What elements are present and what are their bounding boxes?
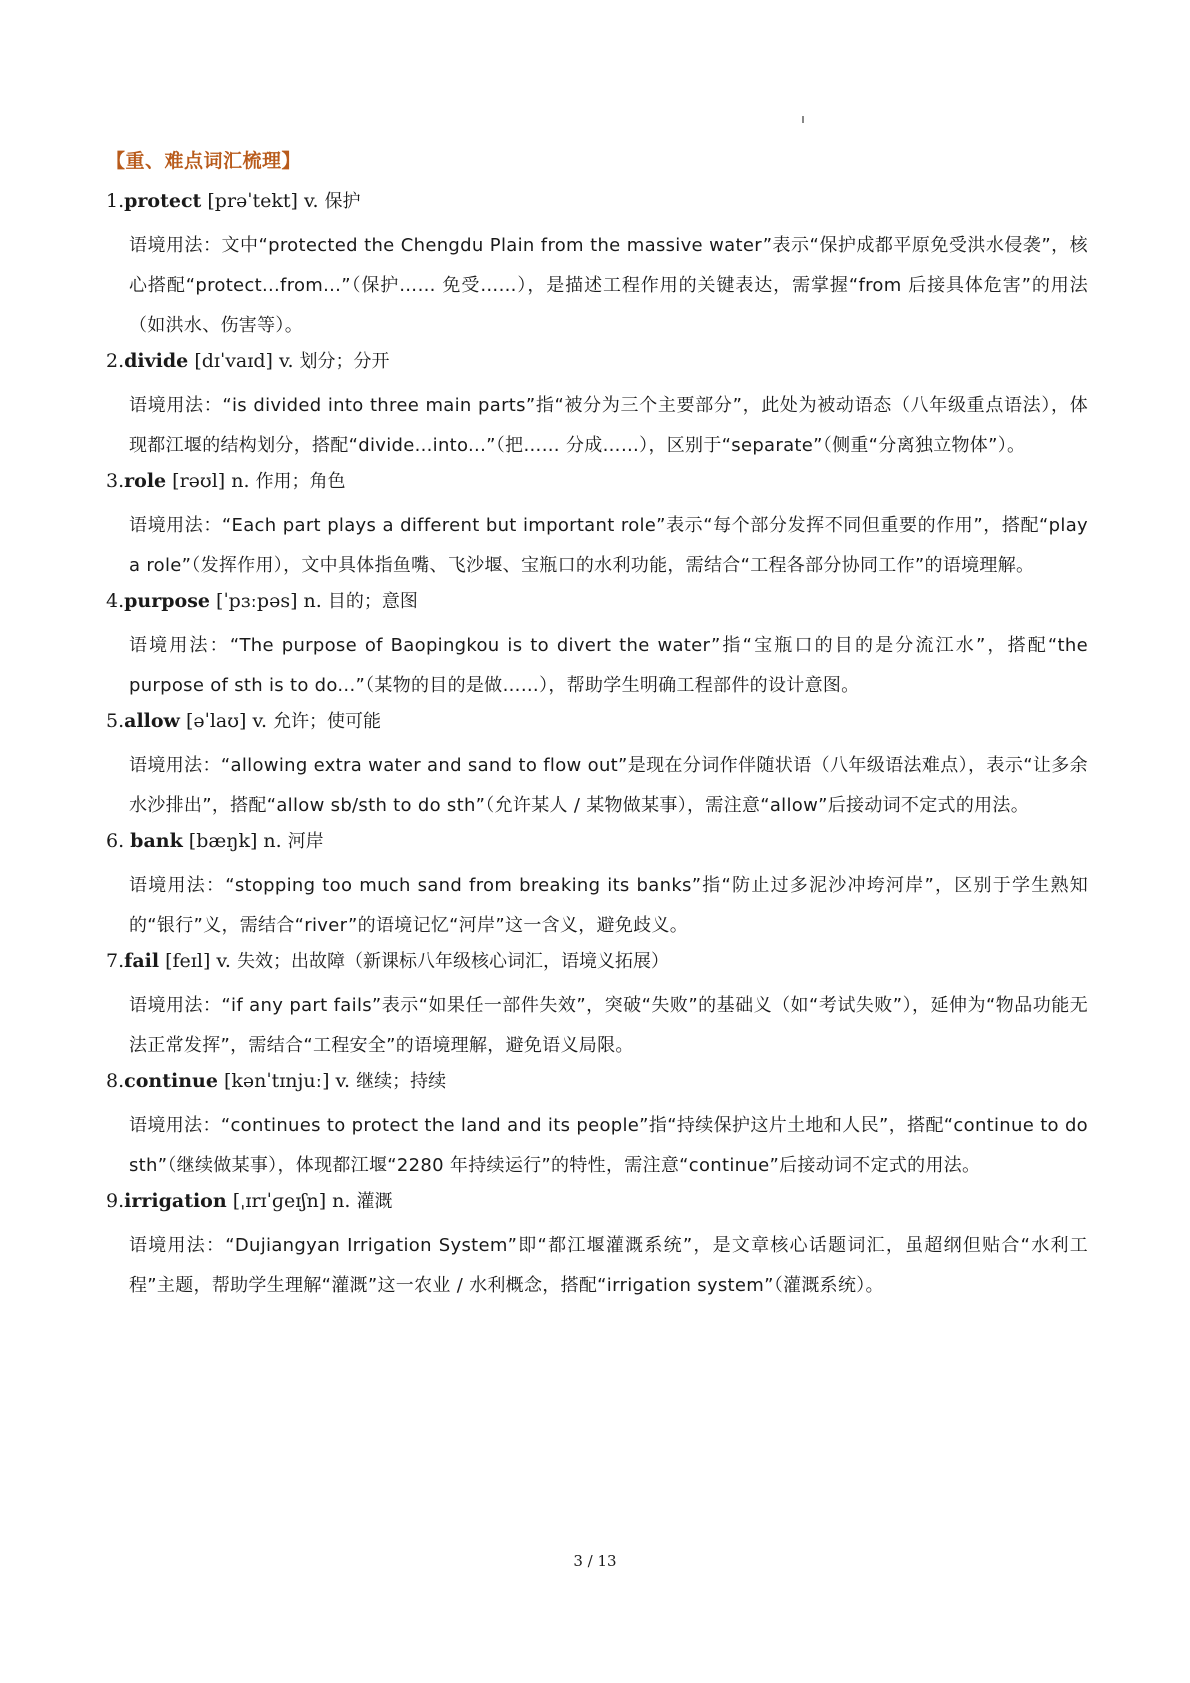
entry-phonetic: [ˌɪrɪˈɡeɪʃn]	[226, 1190, 327, 1212]
entry-number: 1.	[106, 190, 125, 212]
entry-phonetic: [dɪˈvaɪd]	[188, 350, 273, 372]
vocab-entry-head	[106, 706, 1088, 736]
entry-usage	[129, 746, 1088, 826]
entry-usage	[129, 866, 1088, 946]
entry-part-of-speech: n.	[257, 830, 288, 852]
vocab-entry	[106, 826, 1088, 946]
vocab-entry-head	[106, 346, 1088, 376]
entry-usage-text: 语境用法：“allowing extra water and sand to flow out”是现在分词作伴随状语（八年级语法难点），表示“让多余水沙排出”，搭配“allow sb/sth to do sth”（允许某人 / 某物做某事），需注意“allow”后接动词不定式的用法。	[129, 755, 1088, 816]
entry-usage-text: 语境用法：文中“protected the Chengdu Plain from the massive water”表示“保护成都平原免受洪水侵袭”，核心搭配“protect...from...”（保护…… 免受……），是描述工程作用的关键表达，需掌握“from 后接具体危害”的用法（如洪水、伤害等）。	[129, 235, 1088, 336]
entry-part-of-speech: n.	[297, 590, 328, 612]
entry-usage-text: 语境用法：“continues to protect the land and its people”指“持续保护这片土地和人民”，搭配“continue to do sth”（继续做某事），体现都江堰“2280 年持续运行”的特性，需注意“continue”后接动词不定式的用法。	[129, 1115, 1088, 1176]
vocab-entry	[106, 1066, 1088, 1186]
entry-usage	[129, 226, 1088, 346]
entry-usage-text: 语境用法：“if any part fails”表示“如果任一部件失效”，突破“失败”的基础义（如“考试失败”），延伸为“物品功能无法正常发挥”，需结合“工程安全”的语境理解，避免语义局限。	[129, 995, 1088, 1056]
entry-usage-text: 语境用法：“Each part plays a different but important role”表示“每个部分发挥不同但重要的作用”，搭配“play a role”（发挥作用），文中具体指鱼嘴、飞沙堰、宝瓶口的水利功能，需结合“工程各部分协同工作”的语境理解。	[129, 515, 1088, 576]
entry-usage	[129, 506, 1088, 586]
page-number: 3 / 13	[573, 1552, 617, 1570]
entry-meaning: 失效；出故障（新课标八年级核心词汇，语境义拓展）	[236, 951, 669, 972]
entry-part-of-speech: v.	[246, 710, 274, 732]
entry-meaning: 允许；使可能	[273, 711, 382, 732]
entry-meaning: 继续；持续	[356, 1071, 447, 1092]
entry-phonetic: [kənˈtɪnjuː]	[217, 1070, 330, 1092]
entry-meaning: 划分；分开	[299, 351, 390, 372]
vocab-entry	[106, 586, 1088, 706]
entry-usage-text: 语境用法：“is divided into three main parts”指“被分为三个主要部分”，此处为被动语态（八年级重点语法），体现都江堰的结构划分，搭配“divide...into...”（把…… 分成……），区别于“separate”（侧重“分离独立物体”）。	[129, 395, 1088, 456]
vocab-entry	[106, 706, 1088, 826]
entry-number: 5.	[106, 710, 125, 732]
vocab-entry-head	[106, 186, 1088, 216]
content-area	[106, 146, 1088, 1306]
entry-word: continue	[124, 1070, 218, 1092]
vocab-entry-head	[106, 586, 1088, 616]
vocab-entry-head	[106, 826, 1088, 856]
entry-word: role	[124, 470, 167, 492]
entry-number: 2.	[106, 350, 125, 372]
entry-number: 8.	[106, 1070, 125, 1092]
entry-word: purpose	[124, 590, 210, 612]
entry-usage	[129, 626, 1088, 706]
entry-usage-text: 语境用法：“Dujiangyan Irrigation System”即“都江堰灌溉系统”，是文章核心话题词汇，虽超纲但贴合“水利工程”主题，帮助学生理解“灌溉”这一农业 / 水利概念，搭配“irrigation system”（灌溉系统）。	[129, 1235, 1088, 1296]
vocab-entry-head	[106, 1186, 1088, 1216]
entry-phonetic: [əˈlaʊ]	[179, 710, 247, 732]
entry-phonetic: [feɪl]	[159, 950, 211, 972]
entry-part-of-speech: n.	[225, 470, 256, 492]
entry-meaning: 目的；意图	[327, 591, 418, 612]
entry-usage-text: 语境用法：“stopping too much sand from breaking its banks”指“防止过多泥沙冲垮河岸”，区别于学生熟知的“银行”义，需结合“river”的语境记忆“河岸”这一含义，避免歧义。	[129, 875, 1088, 936]
entry-number: 6.	[106, 830, 131, 852]
entry-part-of-speech: v.	[272, 350, 300, 372]
entry-word: bank	[130, 830, 183, 852]
entry-list	[106, 186, 1088, 1306]
entry-usage-text: 语境用法：“The purpose of Baopingkou is to divert the water”指“宝瓶口的目的是分流江水”，搭配“the purpose of sth is to do...”（某物的目的是做……），帮助学生明确工程部件的设计意图。	[129, 635, 1088, 696]
vocab-entry-head	[106, 466, 1088, 496]
entry-phonetic: [ˈpɜːpəs]	[210, 590, 298, 612]
entry-word: fail	[124, 950, 160, 972]
entry-number: 3.	[106, 470, 125, 492]
entry-part-of-speech: v.	[210, 950, 237, 972]
entry-usage	[129, 386, 1088, 466]
vocab-entry	[106, 946, 1088, 1066]
entry-usage	[129, 1106, 1088, 1186]
entry-number: 4.	[106, 590, 125, 612]
entry-meaning: 灌溉	[356, 1191, 393, 1212]
vocab-entry	[106, 346, 1088, 466]
entry-usage	[129, 986, 1088, 1066]
entry-number: 9.	[106, 1190, 125, 1212]
entry-word: irrigation	[124, 1190, 227, 1212]
entry-meaning: 河岸	[287, 831, 324, 852]
vocab-entry	[106, 1186, 1088, 1306]
entry-meaning: 保护	[324, 191, 361, 212]
vocab-entry-head	[106, 1066, 1088, 1096]
entry-meaning: 作用；角色	[255, 471, 346, 492]
vocab-entry-head	[106, 946, 1088, 976]
vocab-entry	[106, 466, 1088, 586]
entry-phonetic: [bæŋk]	[182, 830, 258, 852]
entry-part-of-speech: n.	[326, 1190, 357, 1212]
entry-part-of-speech: v.	[329, 1070, 357, 1092]
entry-word: protect	[124, 190, 202, 212]
entry-number: 7.	[106, 950, 125, 972]
section-title: 【重、难点词汇梳理】	[106, 150, 302, 172]
entry-phonetic: [prəˈtekt]	[201, 190, 298, 212]
entry-phonetic: [rəʊl]	[166, 470, 226, 492]
entry-word: divide	[124, 350, 189, 372]
entry-word: allow	[124, 710, 180, 732]
vocab-entry	[106, 186, 1088, 346]
entry-part-of-speech: v.	[297, 190, 325, 212]
page-mark	[802, 116, 804, 123]
entry-usage	[129, 1226, 1088, 1306]
